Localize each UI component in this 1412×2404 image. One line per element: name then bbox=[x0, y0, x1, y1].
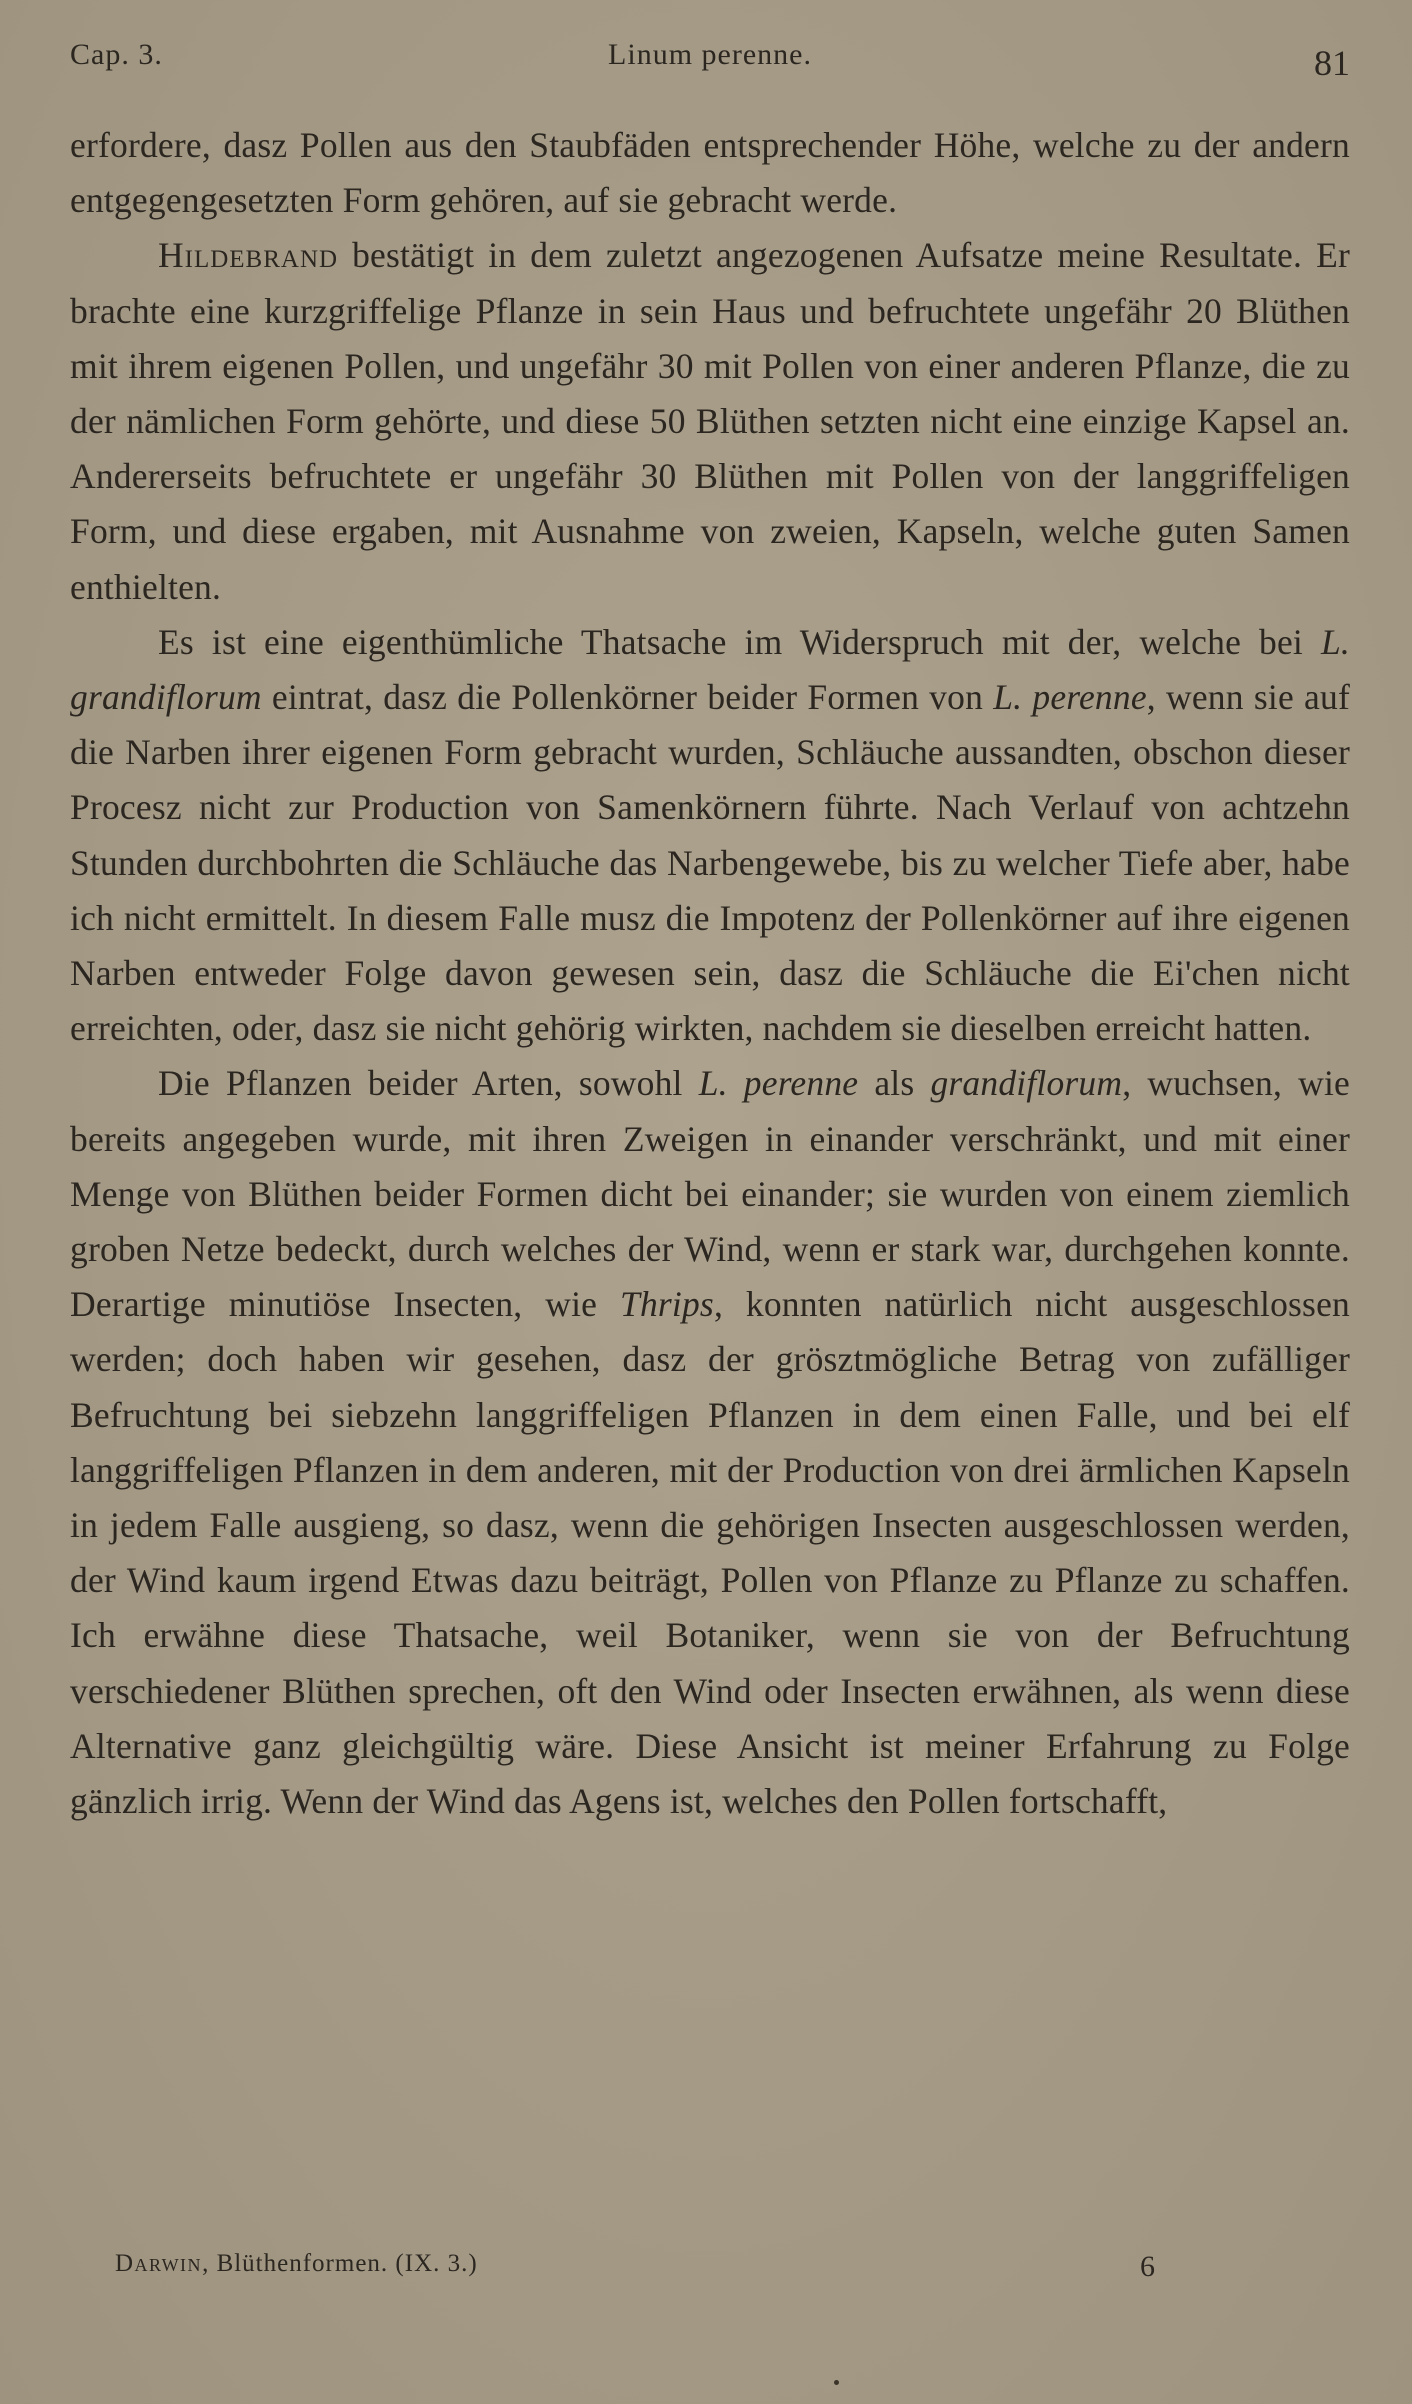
italic-term: grandiflorum bbox=[930, 1063, 1123, 1104]
text-run: , konnten natürlich nicht ausgeschlossen werden; doch haben wir gesehen, dasz der grösztmögliche Betrag von zufälliger Befruchtung bei siebzehn langgriffeligen Pflanzen in dem einen Falle, und bei elf langgriffeligen Pflanzen in dem anderen, mit der Production von drei ärmlichen Kapseln in jedem Falle ausgieng, so dasz, wenn die gehörigen Insecten ausgeschlossen werden, der Wind kaum irgend Etwas dazu beiträgt, Pollen von Pflanze zu Pflanze zu schaffen. Ich erwähne diese Thatsache, weil Botaniker, wenn sie von der Befruchtung verschiedener Blüthen sprechen, oft den Wind oder Insecten erwähnen, als wenn diese Alternative ganz gleichgültig wäre. Diese Ansicht ist meiner Erfahrung zu Folge gänzlich irrig. Wenn der Wind das Agens ist, welches den Pollen fortschafft, bbox=[70, 1284, 1350, 1822]
italic-term: L. grandiflorum bbox=[70, 621, 1350, 718]
body-text bbox=[70, 118, 1350, 1829]
text-run: eintrat, dasz die Pollenkörner beider Formen von bbox=[261, 677, 994, 718]
text-run: , wuchsen, wie bereits angegeben wurde, mit ihren Zweigen in einander verschränkt, und mit einer Menge von Blüthen beider Formen dicht bei einander; sie wurden von einem ziemlich groben Netze bedeckt, durch welches der Wind, wenn er stark war, durchgehen konnte. Derartige minutiöse Insecten, wie bbox=[70, 1063, 1351, 1325]
running-header bbox=[70, 38, 1350, 88]
text-run: erfordere, dasz Pollen aus den Staubfäden entsprechender Höhe, welche zu der andern entgegengesetzten Form gehören, auf sie gebracht werde. bbox=[70, 125, 1350, 221]
paper-speck bbox=[834, 2380, 839, 2385]
page-number: 81 bbox=[1314, 43, 1350, 83]
running-title: Linum perenne. bbox=[608, 38, 812, 71]
chapter-label: Cap. 3. bbox=[70, 38, 163, 71]
paragraph bbox=[70, 118, 1350, 228]
italic-term: Thrips bbox=[620, 1284, 714, 1325]
italic-term: L. perenne bbox=[993, 677, 1147, 718]
paragraph bbox=[70, 615, 1350, 1057]
italic-term: L. perenne bbox=[698, 1063, 859, 1104]
paragraph bbox=[70, 1056, 1350, 1829]
page-footer bbox=[115, 2250, 1155, 2290]
text-run: als bbox=[858, 1063, 931, 1104]
text-run: Es ist eine eigenthümliche Thatsache im Widerspruch mit der, welche bei bbox=[158, 621, 1321, 662]
author-name: Hildebrand bbox=[158, 235, 339, 276]
text-run: bestätigt in dem zuletzt angezogenen Aufsatze meine Resultate. Er brachte eine kurzgriffelige Pflanze in sein Haus und befruchtete ungefähr 20 Blüthen mit ihrem eigenen Pollen, und ungefähr 30 mit Pollen von einer anderen Pflanze, die zu der nämlichen Form gehörte, und diese 50 Blüthen setzten nicht eine einzige Kapsel an. Andererseits befruchtete er ungefähr 30 Blüthen mit Pollen von der langgriffeligen Form, und diese ergaben, mit Ausnahme von zweien, Kapseln, welche guten Samen enthielten. bbox=[70, 235, 1350, 607]
footer-work: , Blüthenformen. (IX. 3.) bbox=[202, 2250, 478, 2277]
text-run: , wenn sie auf die Narben ihrer eigenen Form gebracht wurden, Schläuche aussandten, obschon dieser Procesz nicht zur Production von Samenkörnern führte. Nach Verlauf von achtzehn Stunden durchbohrten die Schläuche das Narbengewebe, bis zu welcher Tiefe aber, habe ich nicht ermittelt. In diesem Falle musz die Impotenz der Pollenkörner auf ihre eigenen Narben entweder Folge davon gewesen sein, dasz die Schläuche die Ei'chen nicht erreichten, oder, dasz sie nicht gehörig wirkten, nachdem sie dieselben erreicht hatten. bbox=[70, 677, 1350, 1049]
signature-mark: 6 bbox=[1140, 2250, 1155, 2283]
footer-citation bbox=[115, 2250, 478, 2278]
footer-author: Darwin bbox=[115, 2250, 203, 2277]
text-run: Die Pflanzen beider Arten, sowohl bbox=[158, 1063, 699, 1104]
paragraph bbox=[70, 228, 1350, 614]
